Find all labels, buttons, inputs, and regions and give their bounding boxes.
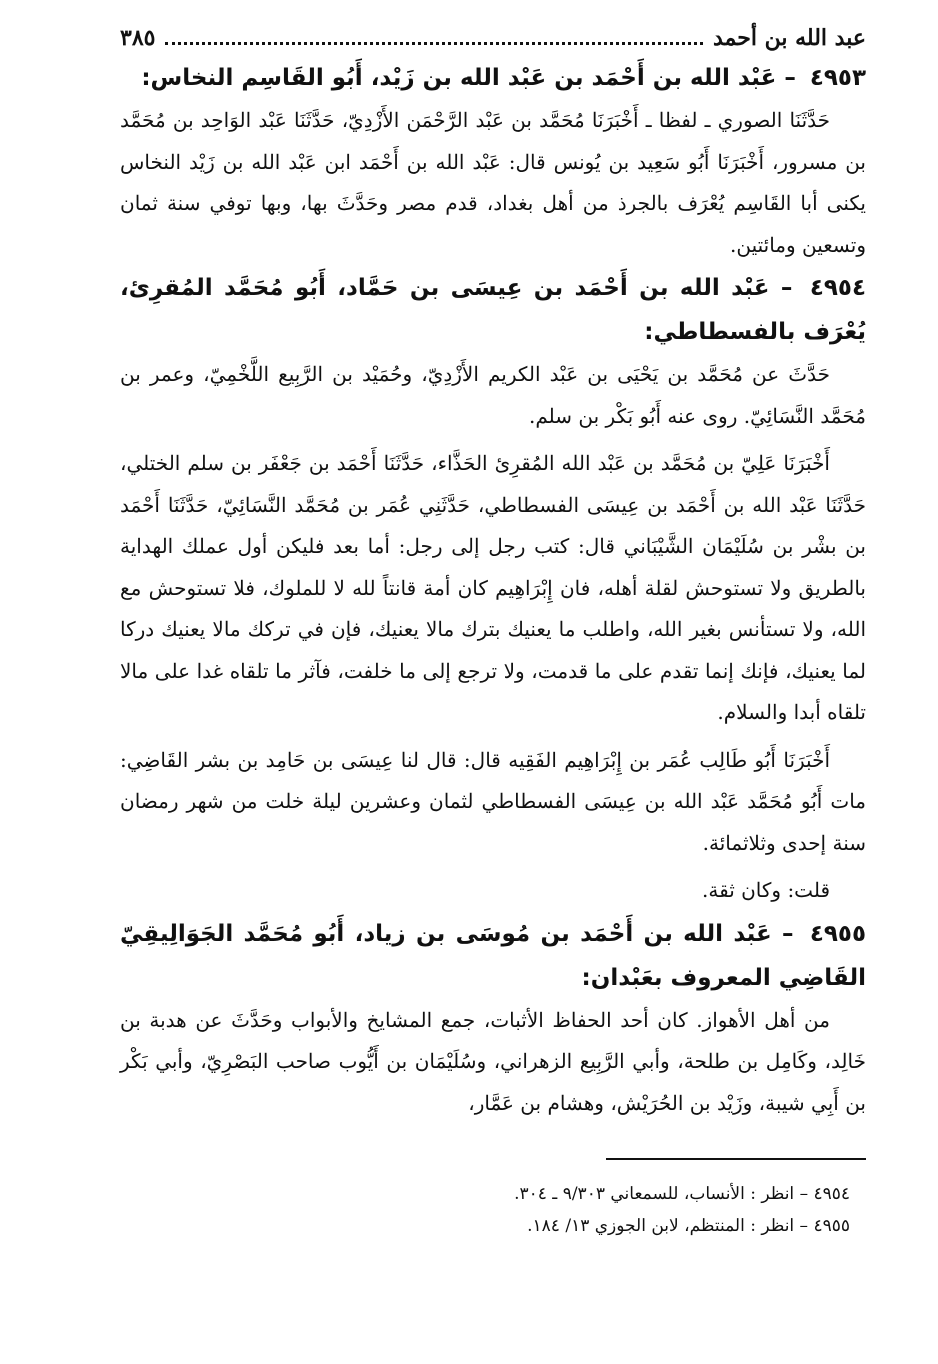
entry-number: ٤٩٥٤ [809,275,867,301]
entry-paragraph: من أهل الأهواز. كان أحد الحفاظ الأثبات، جمع المشايخ والأبواب وحَدَّثَ عن هدبة بن خَالِد، وكَامِل بن طلحة، وأبي الرَّبِيع الزهراني، وسُلَيْمَان بن أَيُّوب صاحب البَصْرِيّ، وأبي بَكْر بن أَبِي شيبة، وزَيْد بن الحُرَيْش، وهشام بن عَمَّار، [120,1007,866,1115]
entry-4953 [120,56,866,266]
entry-heading [120,266,866,354]
footnote: ٤٩٥٤ – انظر : الأنساب، للسمعاني ٩/٣٠٣ ـ ٣٠٤. [514,1184,850,1204]
running-title: عبد الله بن أحمد [712,25,866,51]
leader-dots [165,42,703,45]
footnotes [120,1178,866,1242]
entry-title: – عَبْد الله بن أَحْمَد بن عَبْد الله بن زَيْد، أَبُو القَاسِم النخاس: [141,65,796,91]
entry-number: ٤٩٥٥ [809,920,866,947]
footnote-divider [606,1158,866,1160]
entry-paragraph: أَخْبَرَنَا عَلِيّ بن مُحَمَّد بن عَبْد الله المُقرِئ الحَذَّاء، حَدَّثَنَا أَحْمَد بن جَعْفَر بن سلم الختلي، حَدَّثَنَا عَبْد الله بن أَحْمَد بن عِيسَى الفسطاطي، حَدَّثَنِي عُمَر بن مُحَمَّد النَّسَائِيّ، حَدَّثَنَا أَحْمَد بن بشْر بن سُلَيْمَان الشَّيْبَاني قال: كتب رجل إلى رجل: أما بعد فليكن أول عملك الهداية بالطريق ولا تستوحش لقلة أهله، فان إِبْرَاهِيم كان أمة قانتاً لله لا للملوك، فلا تستوحش مع الله، ولا تستأنس بغير الله، واطلب ما يعنيك بترك مالا يعنيك، فإن في تركك مالا يعنيك دركا لما يعنيك، فإنك إنما تقدم على ما قدمت، ولا ترجع إلى ما خلفت، فآثر ما تلقاه غدا على مالا تلقاه أبدا والسلام. [120,451,866,724]
footnote: ٤٩٥٥ – انظر : المنتظم، لابن الجوزي ١٣/ ١٨٤. [527,1216,850,1236]
entry-title: – عَبْد الله بن أَحْمَد بن مُوسَى بن زياد، أَبُو مُحَمَّد الجَوَالِيقِيّ القَاضِي المعروف بعَبْدان: [120,920,866,991]
page-number: ٣٨٥ [120,25,156,51]
entry-paragraph: قلت: وكان ثقة. [702,878,830,902]
entry-paragraph: أَخْبَرَنَا أَبُو طَالِب عُمَر بن إِبْرَاهِيم الفَقِيه قال: قال لنا عِيسَى بن حَامِد بن بشر القَاضِي: مات أَبُو مُحَمَّد عَبْد الله بن عِيسَى الفسطاطي لثمان وعشرين ليلة خلت من شهر رمضان سنة إحدى وثلاثمائة. [120,747,866,855]
entry-title: – عَبْد الله بن أَحْمَد بن عِيسَى بن حَمَّاد، أَبُو مُحَمَّد المُقرِئ، يُعْرَف بالفسطاطي: [120,275,866,345]
entry-4955 [120,912,866,1125]
entry-paragraph: حَدَّثَنَا الصوري ـ لفظا ـ أَخْبَرَنَا مُحَمَّد بن عَبْد الرَّحْمَن الأَزْدِيّ، حَدَّثَنَا عَبْد الوَاحِد بن مُحَمَّد بن مسرور، أَخْبَرَنَا أَبُو سَعِيد بن يُونس قال: عَبْد الله بن أَحْمَد ابن عَبْد الله بن زَيْد النخاس يكنى أبا القَاسِم يُعْرَف بالجرذ من أهل بغداد، قدم مصر وحَدَّثَ بها، وبها توفي سنة ثمان وتسعين ومائتين. [120,108,866,257]
entry-heading [120,56,866,100]
entry-heading [120,912,866,1000]
entry-number: ٤٩٥٣ [809,65,866,91]
running-header [120,22,866,56]
entry-4954 [120,266,866,912]
entry-paragraph: حَدَّثَ عن مُحَمَّد بن يَحْيَى بن عَبْد الكريم الأَزْدِيّ، وحُمَيْد بن الرَّبِيع اللَّخْمِيّ، وعمر بن مُحَمَّد النَّسَائِيّ. روى عنه أَبُو بَكْر بن سلم. [120,362,866,428]
